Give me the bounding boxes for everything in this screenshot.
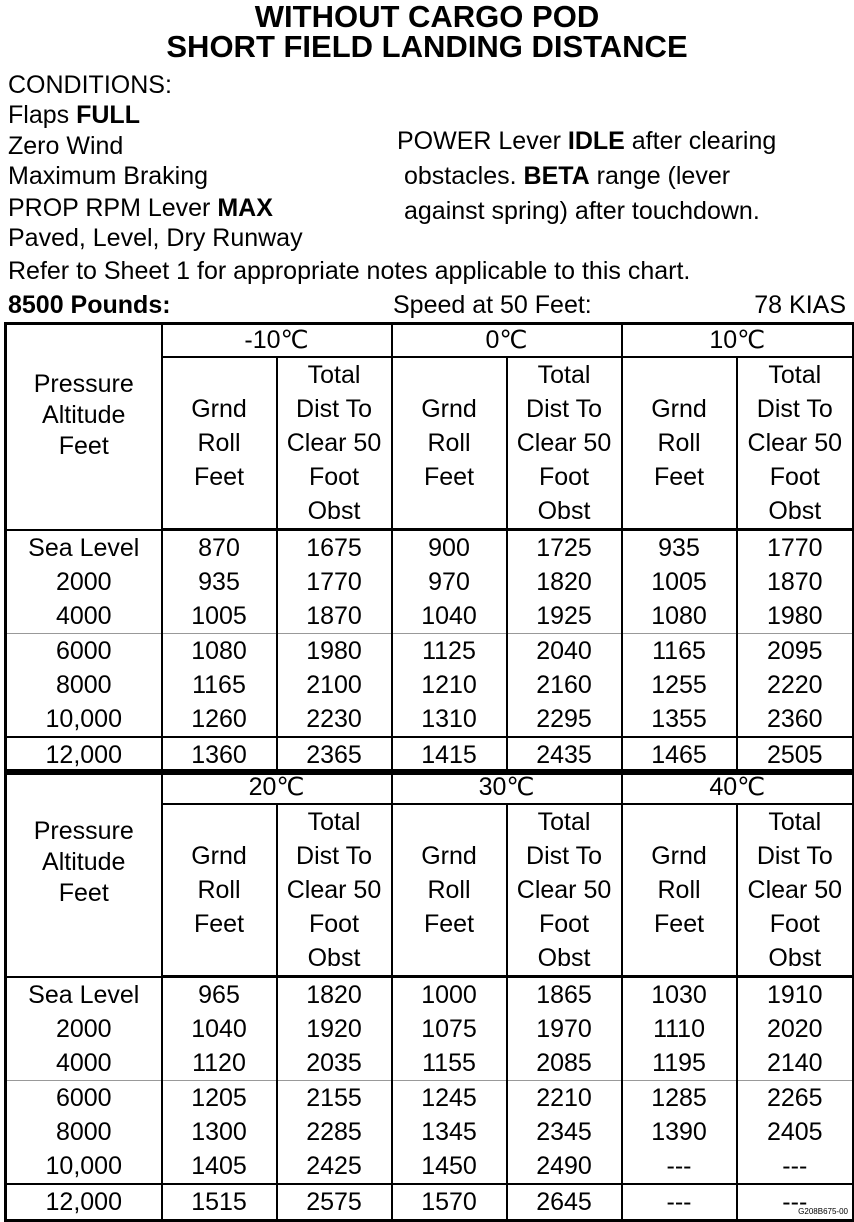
total-distance-header xyxy=(507,357,622,530)
total-distance-header xyxy=(507,804,622,977)
grnd-roll-cell: 1260 xyxy=(162,702,277,737)
total-distance-cell: 1970 xyxy=(507,1012,622,1046)
total-distance-header-line: Foot xyxy=(308,463,360,491)
grnd-roll-header-line: Roll xyxy=(197,876,241,904)
total-distance-header-line: Dist To xyxy=(296,842,372,870)
grnd-roll-cell: 870 xyxy=(162,530,277,566)
grnd-roll-cell: 1110 xyxy=(622,1012,737,1046)
grnd-roll-cell: 1515 xyxy=(162,1184,277,1221)
total-distance-header-line: Clear 50 xyxy=(747,876,843,904)
total-distance-cell: 2285 xyxy=(277,1115,392,1149)
altitude-cell: 8000 xyxy=(6,668,162,702)
grnd-roll-cell: 1210 xyxy=(392,668,507,702)
grnd-roll-cell: 1165 xyxy=(622,634,737,669)
grnd-roll-cell: 1390 xyxy=(622,1115,737,1149)
grnd-roll-header xyxy=(622,804,737,977)
power-note-line-3: against spring) after touchdown. xyxy=(404,197,760,225)
total-distance-cell: --- xyxy=(737,1149,854,1184)
condition-flaps: Flaps FULL xyxy=(8,101,140,129)
total-distance-cell: 2645 xyxy=(507,1184,622,1221)
grnd-roll-cell: 1415 xyxy=(392,737,507,774)
total-distance-header-line: Dist To xyxy=(526,395,602,423)
altitude-cell: 12,000 xyxy=(6,1184,162,1221)
total-distance-header-line: Foot xyxy=(769,463,820,491)
total-distance-cell: 2505 xyxy=(737,737,854,774)
total-distance-header-line: Total xyxy=(307,808,361,836)
table-row xyxy=(6,530,854,566)
speed-label: Speed at 50 Feet: xyxy=(393,291,592,319)
total-distance-cell: 2035 xyxy=(277,1046,392,1081)
power-note-line-1: POWER Lever IDLE after clearing xyxy=(397,127,777,155)
total-distance-header-line: Clear 50 xyxy=(516,429,612,457)
total-distance-cell: 2100 xyxy=(277,668,392,702)
grnd-roll-cell: 965 xyxy=(162,977,277,1013)
total-distance-header-line: Obst xyxy=(768,497,822,525)
landing-distance-table-cold xyxy=(4,322,854,775)
grnd-roll-cell: 1005 xyxy=(162,599,277,634)
grnd-roll-cell: 1165 xyxy=(162,668,277,702)
grnd-roll-cell: 935 xyxy=(622,530,737,566)
total-distance-cell: 2160 xyxy=(507,668,622,702)
table-row xyxy=(6,977,854,1013)
total-distance-cell: 1920 xyxy=(277,1012,392,1046)
chart-title-line-2: SHORT FIELD LANDING DISTANCE xyxy=(166,29,688,64)
grnd-roll-cell: 970 xyxy=(392,565,507,599)
total-distance-header-line: Foot xyxy=(538,463,590,491)
grnd-roll-header-line: Roll xyxy=(427,429,471,457)
total-distance-header-line: Obst xyxy=(307,944,361,972)
grnd-roll-cell: 1360 xyxy=(162,737,277,774)
total-distance-cell: 2210 xyxy=(507,1081,622,1116)
total-distance-cell: 2360 xyxy=(737,702,854,737)
altitude-cell: 6000 xyxy=(6,1081,162,1116)
total-distance-header-line: Clear 50 xyxy=(747,429,843,457)
total-distance-cell: 1770 xyxy=(277,565,392,599)
grnd-roll-cell: 1245 xyxy=(392,1081,507,1116)
total-distance-cell: 2085 xyxy=(507,1046,622,1081)
speed-value: 78 KIAS xyxy=(754,291,846,319)
total-distance-cell: 1980 xyxy=(737,599,854,634)
total-distance-cell: 2230 xyxy=(277,702,392,737)
temperature-header: 10℃ xyxy=(622,324,854,358)
conditions-heading: CONDITIONS: xyxy=(8,71,172,99)
total-distance-cell: 1910 xyxy=(737,977,854,1013)
table-row xyxy=(6,565,854,599)
total-distance-header-line: Obst xyxy=(768,944,822,972)
grnd-roll-cell: 1255 xyxy=(622,668,737,702)
total-distance-cell: 2575 xyxy=(277,1184,392,1221)
total-distance-cell: --- xyxy=(737,1184,854,1221)
grnd-roll-cell: 1155 xyxy=(392,1046,507,1081)
table-row xyxy=(6,1012,854,1046)
total-distance-header xyxy=(737,357,854,530)
total-distance-header xyxy=(737,804,854,977)
table-row xyxy=(6,634,854,669)
temperature-header: 20℃ xyxy=(162,771,392,805)
total-distance-header-line: Foot xyxy=(308,910,360,938)
pressure-altitude-header xyxy=(6,771,162,977)
altitude-cell: 10,000 xyxy=(6,1149,162,1184)
total-distance-cell: 2095 xyxy=(737,634,854,669)
grnd-roll-cell: 1075 xyxy=(392,1012,507,1046)
total-distance-cell: 1980 xyxy=(277,634,392,669)
total-distance-header-line: Total xyxy=(537,361,591,389)
total-distance-cell: 1770 xyxy=(737,530,854,566)
grnd-roll-header-line: Grnd xyxy=(421,395,477,423)
condition-wind: Zero Wind xyxy=(8,132,124,160)
grnd-roll-header-line: Feet xyxy=(193,463,245,491)
altitude-cell: 10,000 xyxy=(6,702,162,737)
total-distance-header xyxy=(277,804,392,977)
grnd-roll-header-line: Roll xyxy=(657,876,701,904)
total-distance-header-line: Foot xyxy=(539,910,590,938)
grnd-roll-header xyxy=(392,804,507,977)
condition-runway: Paved, Level, Dry Runway xyxy=(8,224,303,252)
refer-note: Refer to Sheet 1 for appropriate notes applicable to this chart. xyxy=(8,257,691,285)
grnd-roll-cell: 1030 xyxy=(622,977,737,1013)
grnd-roll-cell: --- xyxy=(622,1184,737,1221)
grnd-roll-cell: 1355 xyxy=(622,702,737,737)
total-distance-header-line: Clear 50 xyxy=(516,876,612,904)
total-distance-cell: 2490 xyxy=(507,1149,622,1184)
table-row xyxy=(6,1081,854,1116)
grnd-roll-header-line: Roll xyxy=(197,429,241,457)
altitude-cell: 12,000 xyxy=(6,737,162,774)
grnd-roll-header-line: Roll xyxy=(657,429,701,457)
landing-distance-table-warm xyxy=(4,769,854,1222)
total-distance-header-line: Total xyxy=(768,808,822,836)
temperature-header: 40℃ xyxy=(622,771,854,805)
total-distance-header-line: Clear 50 xyxy=(286,429,382,457)
table-row xyxy=(6,668,854,702)
grnd-roll-cell: 1005 xyxy=(622,565,737,599)
total-distance-cell: 2365 xyxy=(277,737,392,774)
total-distance-header-line: Dist To xyxy=(296,395,372,423)
total-distance-cell: 2220 xyxy=(737,668,854,702)
pressure-altitude-header-line: Feet xyxy=(58,432,109,460)
condition-prop-rpm: PROP RPM Lever MAX xyxy=(8,194,273,222)
grnd-roll-cell: 1570 xyxy=(392,1184,507,1221)
altitude-cell: Sea Level xyxy=(6,977,162,1013)
grnd-roll-header-line: Feet xyxy=(423,463,475,491)
grnd-roll-cell: 1195 xyxy=(622,1046,737,1081)
altitude-cell: Sea Level xyxy=(6,530,162,566)
temperature-header: -10℃ xyxy=(162,324,392,358)
power-note-line-2: obstacles. BETA range (lever xyxy=(404,162,731,190)
pressure-altitude-header-line: Altitude xyxy=(42,848,126,876)
total-distance-cell: 1870 xyxy=(737,565,854,599)
grnd-roll-cell: 1465 xyxy=(622,737,737,774)
altitude-cell: 2000 xyxy=(6,1012,162,1046)
total-distance-cell: 1865 xyxy=(507,977,622,1013)
total-distance-header-line: Dist To xyxy=(526,842,602,870)
total-distance-header-line: Total xyxy=(768,361,822,389)
total-distance-header-line: Clear 50 xyxy=(286,876,382,904)
table-row xyxy=(6,1115,854,1149)
total-distance-header xyxy=(277,357,392,530)
altitude-cell: 4000 xyxy=(6,599,162,634)
figure-code: G208B675-00 xyxy=(798,1207,848,1216)
weight-label: 8500 Pounds: xyxy=(8,291,171,319)
temperature-header-row xyxy=(6,324,854,358)
total-distance-cell: 2345 xyxy=(507,1115,622,1149)
total-distance-cell: 2435 xyxy=(507,737,622,774)
altitude-cell: 6000 xyxy=(6,634,162,669)
total-distance-header-line: Dist To xyxy=(756,395,833,423)
total-distance-header-line: Total xyxy=(307,361,361,389)
grnd-roll-cell: 1285 xyxy=(622,1081,737,1116)
table-row xyxy=(6,599,854,634)
table-row xyxy=(6,702,854,737)
grnd-roll-cell: 1040 xyxy=(162,1012,277,1046)
grnd-roll-header-line: Feet xyxy=(193,910,245,938)
grnd-roll-cell: 1125 xyxy=(392,634,507,669)
grnd-roll-cell: 900 xyxy=(392,530,507,566)
pressure-altitude-header-line: Pressure xyxy=(33,817,134,845)
pressure-altitude-header-line: Feet xyxy=(58,879,109,907)
total-distance-cell: 1820 xyxy=(277,977,392,1013)
grnd-roll-header-line: Feet xyxy=(654,463,705,491)
grnd-roll-cell: 1120 xyxy=(162,1046,277,1081)
total-distance-cell: 2040 xyxy=(507,634,622,669)
chart-title-line-1: WITHOUT CARGO POD xyxy=(254,0,600,34)
pressure-altitude-header-line: Pressure xyxy=(33,370,134,398)
altitude-cell: 4000 xyxy=(6,1046,162,1081)
condition-braking: Maximum Braking xyxy=(8,162,209,190)
grnd-roll-cell: 1040 xyxy=(392,599,507,634)
grnd-roll-cell: 1205 xyxy=(162,1081,277,1116)
grnd-roll-cell: 1000 xyxy=(392,977,507,1013)
table-row xyxy=(6,1149,854,1184)
total-distance-cell: 2405 xyxy=(737,1115,854,1149)
grnd-roll-header-line: Grnd xyxy=(191,395,247,423)
grnd-roll-cell: 1080 xyxy=(622,599,737,634)
grnd-roll-cell: 1450 xyxy=(392,1149,507,1184)
total-distance-cell: 2425 xyxy=(277,1149,392,1184)
total-distance-cell: 1675 xyxy=(277,530,392,566)
grnd-roll-header-line: Roll xyxy=(427,876,471,904)
grnd-roll-header xyxy=(392,357,507,530)
total-distance-header-line: Total xyxy=(537,808,591,836)
grnd-roll-header-line: Grnd xyxy=(651,395,707,423)
grnd-roll-header xyxy=(162,804,277,977)
table-row xyxy=(6,1184,854,1221)
total-distance-cell: 2265 xyxy=(737,1081,854,1116)
total-distance-header-line: Dist To xyxy=(756,842,833,870)
table-row xyxy=(6,1046,854,1081)
total-distance-header-line: Obst xyxy=(537,497,591,525)
pressure-altitude-header xyxy=(6,324,162,530)
temperature-header-row xyxy=(6,771,854,805)
grnd-roll-header-line: Feet xyxy=(424,910,475,938)
total-distance-cell: 2140 xyxy=(737,1046,854,1081)
pressure-altitude-header-line: Altitude xyxy=(42,401,126,429)
total-distance-cell: 1925 xyxy=(507,599,622,634)
altitude-cell: 2000 xyxy=(6,565,162,599)
grnd-roll-cell: 935 xyxy=(162,565,277,599)
grnd-roll-cell: 1405 xyxy=(162,1149,277,1184)
total-distance-cell: 1820 xyxy=(507,565,622,599)
grnd-roll-cell: 1310 xyxy=(392,702,507,737)
altitude-cell: 8000 xyxy=(6,1115,162,1149)
temperature-header: 30℃ xyxy=(392,771,622,805)
grnd-roll-header-line: Grnd xyxy=(191,842,247,870)
grnd-roll-cell: 1300 xyxy=(162,1115,277,1149)
total-distance-cell: 1870 xyxy=(277,599,392,634)
total-distance-cell: 2295 xyxy=(507,702,622,737)
grnd-roll-cell: 1345 xyxy=(392,1115,507,1149)
total-distance-cell: 1725 xyxy=(507,530,622,566)
total-distance-cell: 2155 xyxy=(277,1081,392,1116)
grnd-roll-header-line: Grnd xyxy=(421,842,477,870)
grnd-roll-header xyxy=(162,357,277,530)
total-distance-header-line: Obst xyxy=(307,497,361,525)
total-distance-header-line: Foot xyxy=(769,910,820,938)
total-distance-header-line: Obst xyxy=(537,944,591,972)
grnd-roll-header-line: Grnd xyxy=(651,842,707,870)
grnd-roll-cell: 1080 xyxy=(162,634,277,669)
grnd-roll-cell: --- xyxy=(622,1149,737,1184)
total-distance-cell: 2020 xyxy=(737,1012,854,1046)
grnd-roll-header-line: Feet xyxy=(654,910,705,938)
temperature-header: 0℃ xyxy=(392,324,622,358)
grnd-roll-header xyxy=(622,357,737,530)
